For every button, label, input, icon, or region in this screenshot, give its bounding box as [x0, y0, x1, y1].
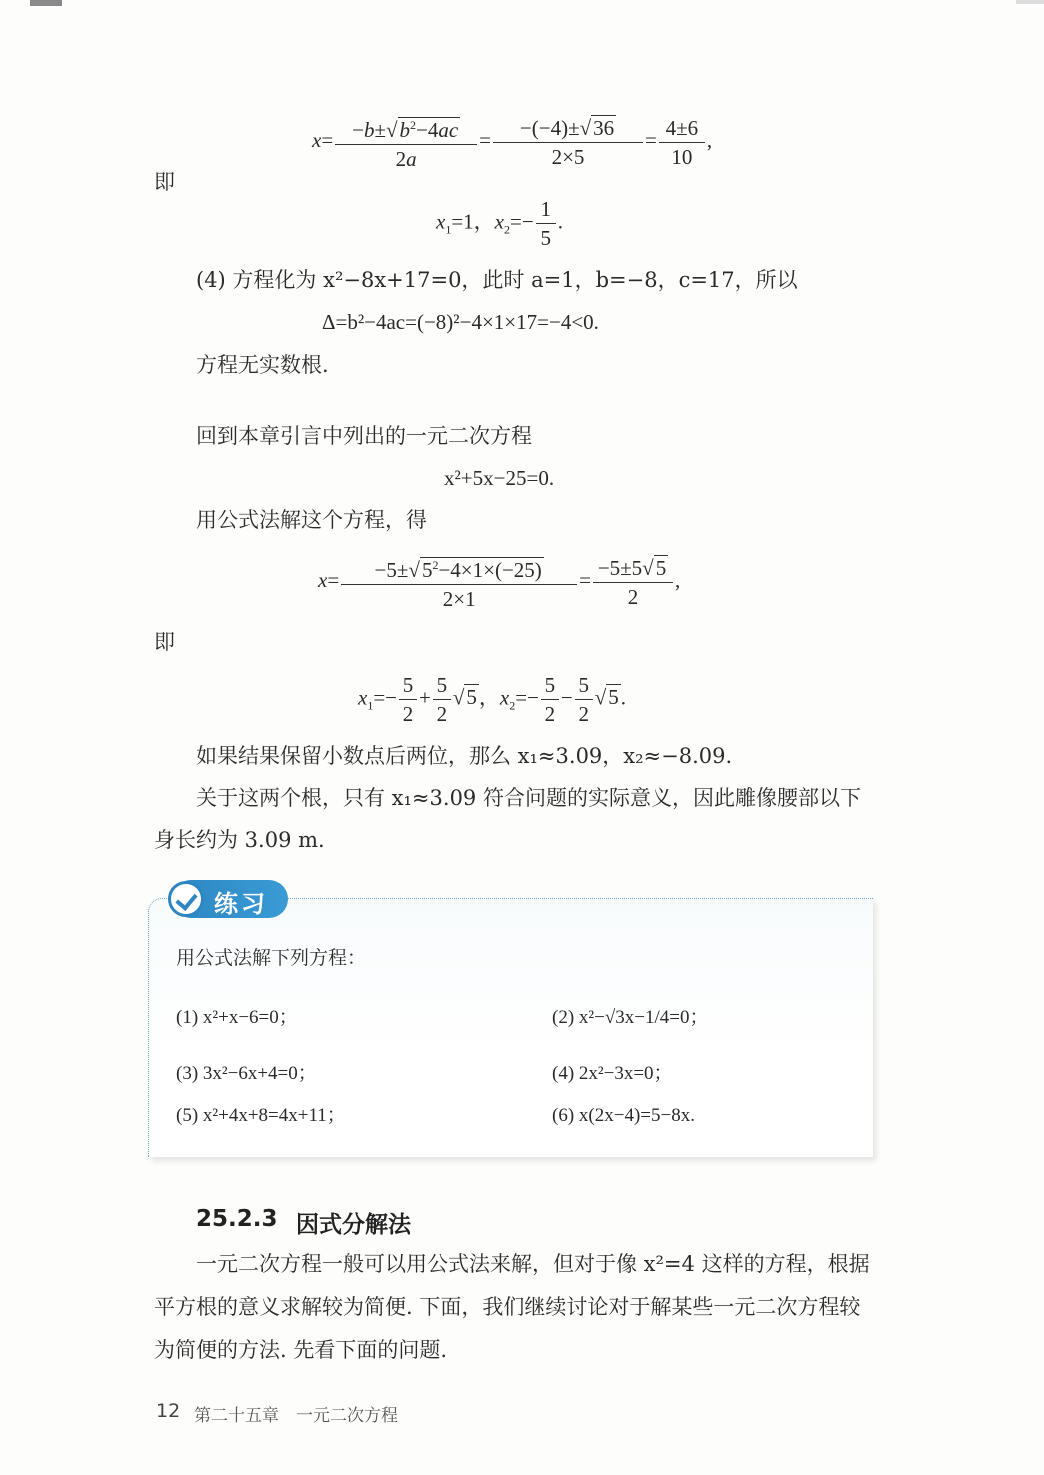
practice-item-2: (2) x²−√3x−1/4=0；: [552, 1007, 709, 1028]
formula-quadratic-solution: x= $\frac{-b\pm√b^2-4ac}{2a}$ = $\frac{-(-4)\pm√36}{2\times 5}$ = $\frac{4\pm 6}{10}$ ,: [312, 112, 712, 172]
chapter-footer: 第二十五章 一元二次方程: [194, 1406, 398, 1426]
part-4-text: (4) 方程化为 x²−8x+17=0，此时 a=1，b=−8，c=17，所以: [196, 268, 798, 292]
practice-title: 练习: [214, 890, 268, 918]
practice-item-6: (6) x(2x−4)=5−8x.: [552, 1105, 695, 1126]
intro-equation: x²+5x−25=0.: [444, 466, 555, 490]
page-number: 12: [156, 1400, 181, 1422]
corner-mark: [30, 0, 62, 6]
no-real-roots-text: 方程无实数根.: [196, 353, 329, 377]
section-title: 因式分解法: [296, 1212, 411, 1238]
rounding-text: 如果结果保留小数点后两位，那么 x₁≈3.09，x₂≈−8.09.: [196, 744, 733, 768]
formula-roots-1: $x_1=1$，$x_2=-$ $\frac{1}{5}$ .: [436, 197, 563, 250]
section-number: 25.2.3: [196, 1206, 278, 1232]
corner-mark-right: [1016, 0, 1044, 4]
section-paragraph-line-2: 平方根的意义求解较为简便. 下面，我们继续讨论对于解某些一元二次方程较: [154, 1295, 861, 1319]
label-ji-2: 即: [154, 630, 175, 654]
label-ji-1: 即: [154, 170, 175, 194]
formula-roots-2: $x_1=-$ $\frac{5}{2}$ + $\frac{5}{2}$ √5，$x_2=-$ $\frac{5}{2}$ − $\frac{5}{2}$ √5.: [358, 673, 627, 726]
practice-item-3: (3) 3x²−6x+4=0；: [176, 1063, 317, 1084]
checkmark-icon: [168, 881, 204, 917]
practice-item-1: (1) x²+x−6=0；: [176, 1007, 298, 1028]
section-paragraph-line-1: 一元二次方程一般可以用公式法来解，但对于像 x²=4 这样的方程，根据: [196, 1252, 870, 1276]
practice-item-5: (5) x²+4x+8=4x+11；: [176, 1105, 346, 1126]
formula-intro-solution: x= $\frac{-5\pm√5^2-4\times 1\times(-25)}{2\times 1}$ = $\frac{-5\pm 5√5}{2}$ ,: [318, 552, 680, 612]
use-formula-text: 用公式法解这个方程，得: [196, 508, 427, 532]
meaning-line-2: 身长约为 3.09 m.: [154, 828, 325, 852]
practice-item-4: (4) 2x²−3x=0；: [552, 1063, 673, 1084]
practice-prompt: 用公式法解下列方程：: [176, 947, 367, 969]
return-intro-text: 回到本章引言中列出的一元二次方程: [196, 424, 532, 448]
discriminant-line: Δ=b²−4ac=(−8)²−4×1×17=−4<0.: [322, 310, 599, 334]
section-paragraph-line-3: 为简便的方法. 先看下面的问题.: [154, 1338, 448, 1362]
meaning-line-1: 关于这两个根，只有 x₁≈3.09 符合问题的实际意义，因此雕像腰部以下: [196, 786, 861, 810]
